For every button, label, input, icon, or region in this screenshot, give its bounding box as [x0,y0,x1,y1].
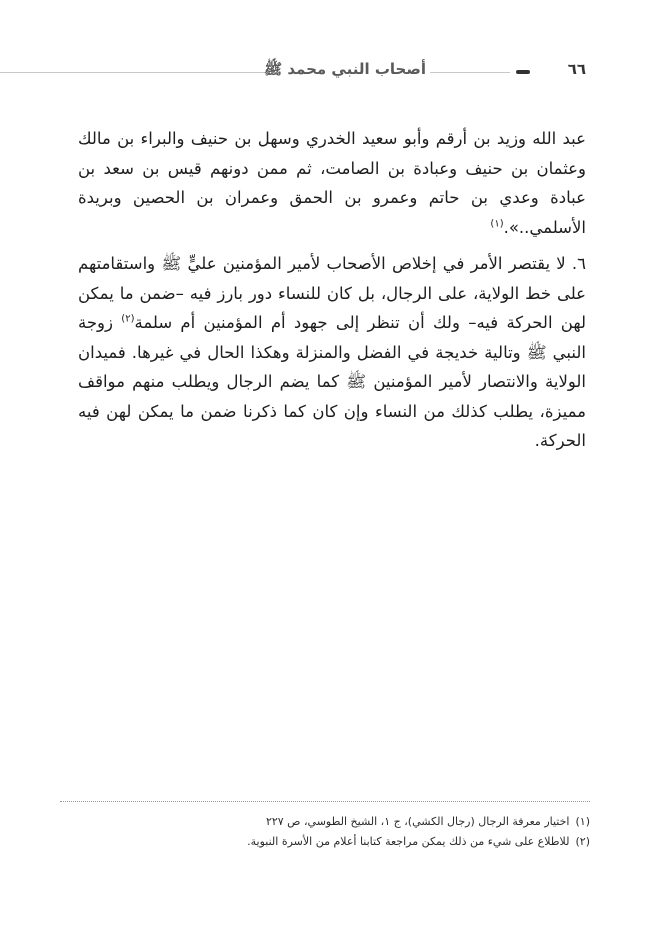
paragraph-1 [78,124,586,242]
paragraph-1-text: عبد الله وزيد بن أرقم وأبو سعيد الخدري وسهل بن حنيف والبراء بن مالك وعثمان بن حنيف وعبادة بن الصامت، ثم ممن دونهم قيس بن سعد بن عبادة وعدي بن حاتم وعمرو بن الحمق وعمران بن الحصين وبريدة الأسلمي..». [78,129,586,237]
footnote-marker: (١) [575,815,590,828]
footnote-1 [60,812,590,832]
footnote-ref-1[interactable]: (١) [490,218,504,229]
footnote-text: اختيار معرفة الرجال (رجال الكشي)، ج ١، الشيخ الطوسي، ص ٢٢٧ [265,815,570,828]
footnote-separator [60,801,590,802]
footnote-text: للاطلاع على شيء من ذلك يمكن مراجعة كتابنا أعلام من الأسرة النبوية. [247,835,570,848]
paragraph-2-text-b: زوجة النبي ﷺ وتالية خديجة في الفضل والمنزلة وهكذا الحال في غيرها. فميدان الولاية والانتصار لأمير المؤمنين ﷺ كما يضم الرجال ويطلب منهم مواقف مميزة، يطلب كذلك من النساء وإن كان كما ذكرنا ضمن ما يمكن لهن فيه الحركة. [78,313,586,450]
header-dash-ornament [516,70,530,74]
paragraph-2 [78,249,586,456]
footnote-2 [60,832,590,852]
page-number: ٦٦ [567,60,586,78]
footnotes [60,812,590,852]
header-title: أصحاب النبي محمد ﷺ [264,60,426,78]
footnote-ref-2[interactable]: (٢) [121,313,135,325]
main-text [78,124,586,456]
header-rule-right [430,72,510,73]
paragraph-2-text-a: ٦. لا يقتصر الأمر في إخلاص الأصحاب لأمير المؤمنين عليٍّ ﷺ واستقامتهم على خط الولاية، على الرجال، بل كان للنساء دور بارز فيه –ضمن ما يمكن لهن الحركة فيه– ولك أن تنظر إلى جهود أم المؤمنين أم سلمة [78,254,587,332]
header-rule-left [0,72,270,73]
running-header [0,60,669,86]
footnote-marker: (٢) [575,835,590,848]
